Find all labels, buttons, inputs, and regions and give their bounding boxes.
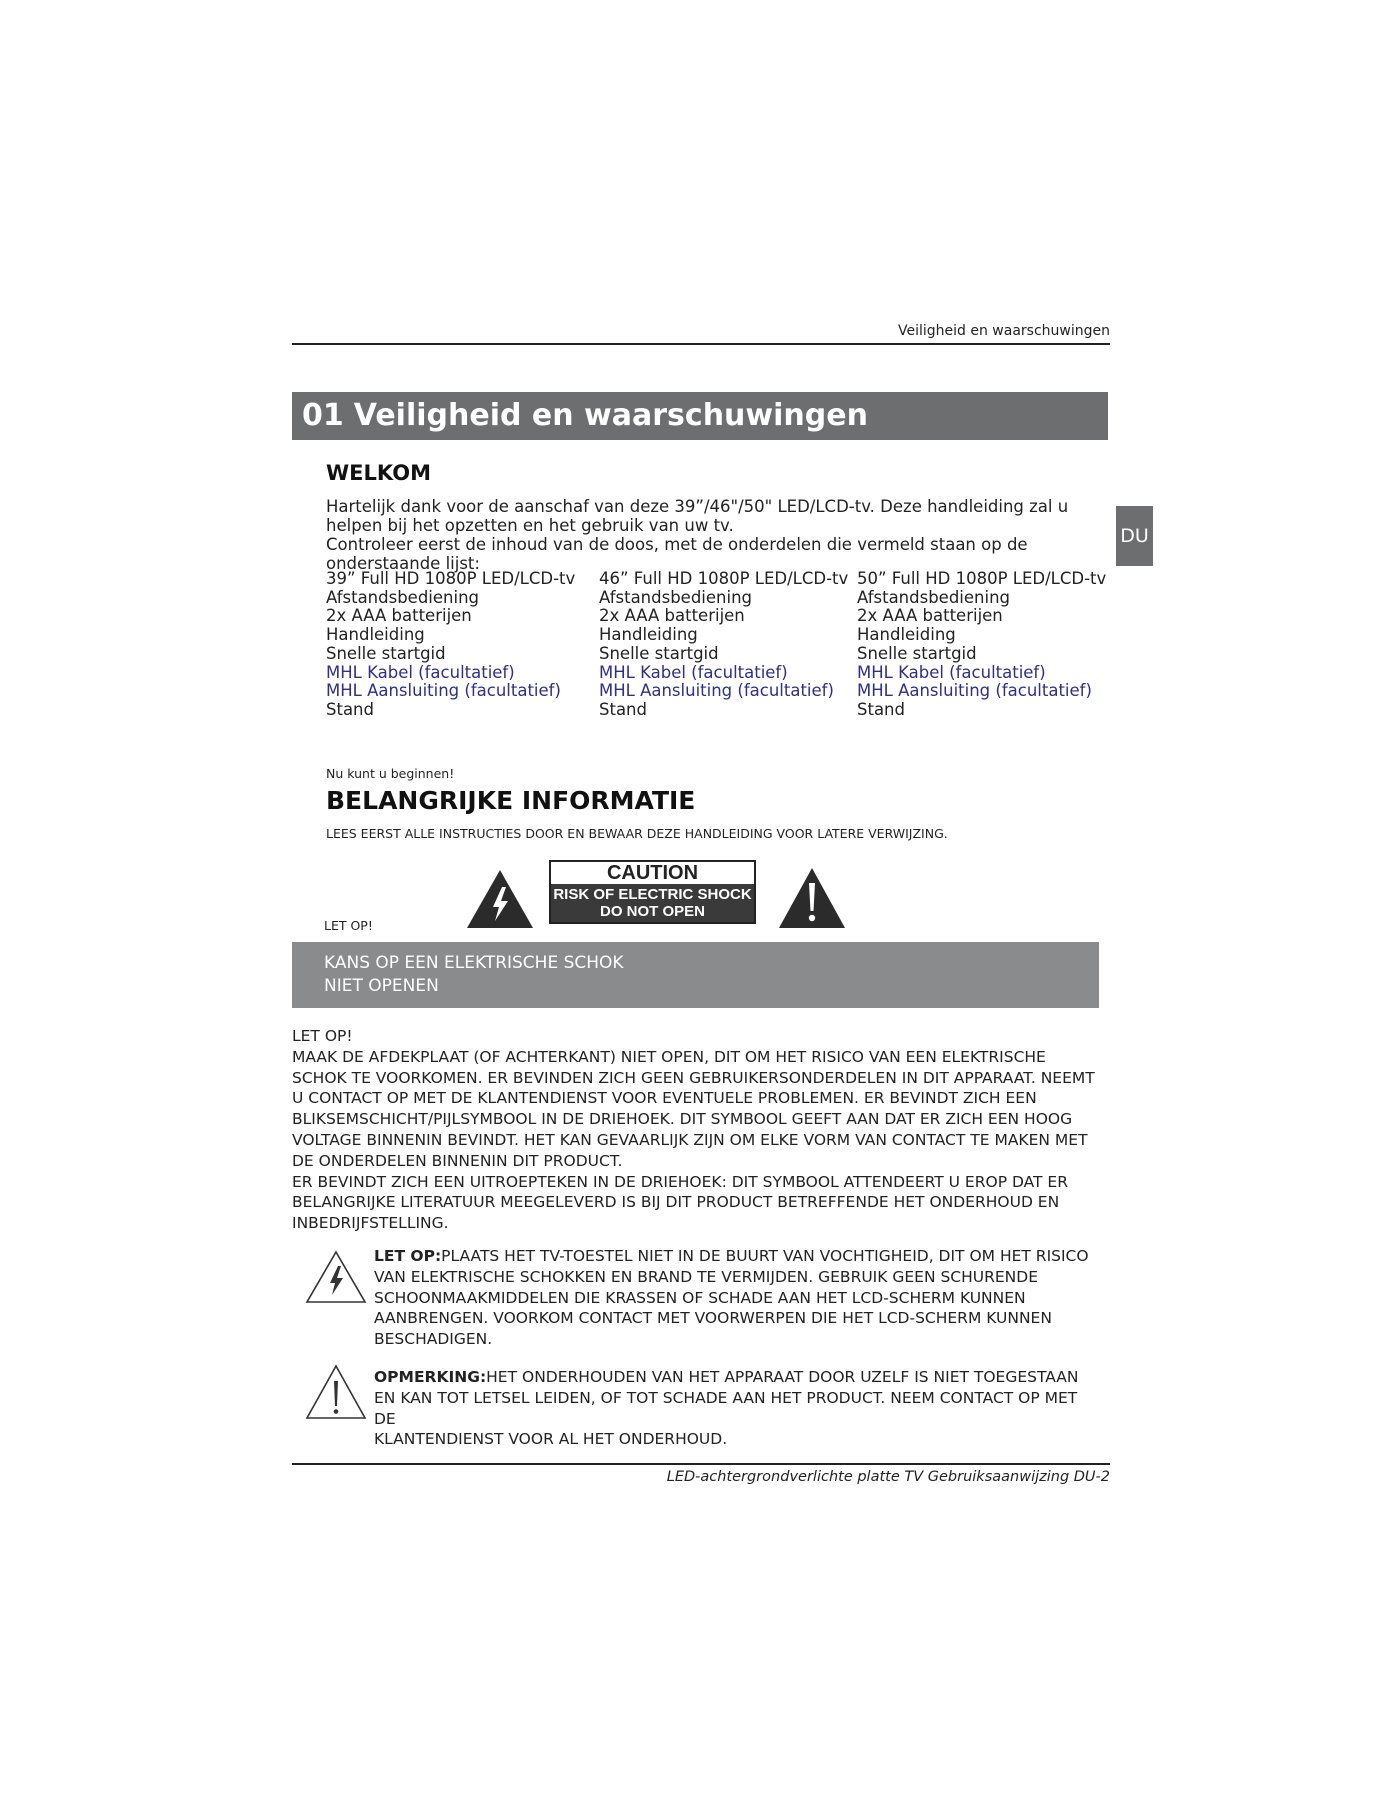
paragraph-line: ER BEVINDT ZICH EEN UITROEPTEKEN IN DE DRIEHOEK: DIT SYMBOOL ATTENDEERT U EROP DAT ER: [292, 1172, 1068, 1191]
warning-line: EN KAN TOT LETSEL LEIDEN, OF TOT SCHADE AAN HET PRODUCT. NEEM CONTACT OP MET DE: [374, 1388, 1078, 1428]
band-line: NIET OPENEN: [324, 976, 439, 996]
list-item: Snelle startgid: [326, 643, 446, 663]
list-item-optional: MHL Aansluiting (facultatief): [599, 681, 834, 701]
caution-paragraph: [292, 1026, 1122, 1234]
list-item: 2x AAA batterijen: [326, 606, 472, 626]
list-item: Snelle startgid: [857, 643, 977, 663]
paragraph-line: BLIKSEMSCHICHT/PIJLSYMBOOL IN DE DRIEHOEK. DIT SYMBOOL GEEFT AAN DAT ER ZICH EEN HOOG: [292, 1110, 1073, 1129]
section-number: 01: [302, 398, 344, 433]
start-text: Nu kunt u beginnen!: [326, 766, 455, 781]
paragraph-line: VOLTAGE BINNENIN BEVINDT. HET KAN GEVAARLIJK ZIJN OM ELKE VORM VAN CONTACT TE MAKEN MET: [292, 1130, 1088, 1149]
warning-line: VAN ELEKTRISCHE SCHOKKEN EN BRAND TE VERMIJDEN. GEBRUIK GEEN SCHURENDE: [374, 1267, 1039, 1286]
lightning-outline-triangle-icon: [305, 1250, 367, 1304]
list-item: Stand: [326, 699, 374, 719]
list-item: Stand: [857, 699, 905, 719]
list-item: 46” Full HD 1080P LED/LCD-tv: [599, 569, 849, 588]
exclamation-triangle-icon: [778, 867, 846, 929]
list-item: Afstandsbediening: [326, 587, 480, 607]
caution-warning: [551, 884, 754, 922]
list-item-optional: MHL Aansluiting (facultatief): [857, 681, 1092, 701]
list-item: Snelle startgid: [599, 643, 719, 663]
language-tab: DU: [1116, 506, 1153, 566]
list-item: Stand: [599, 699, 647, 719]
service-warning: [374, 1367, 1094, 1450]
list-item: 50” Full HD 1080P LED/LCD-tv: [857, 569, 1107, 588]
let-op-label: LET OP!: [324, 918, 373, 933]
important-subtext: LEES EERST ALLE INSTRUCTIES DOOR EN BEWAAR DEZE HANDLEIDING VOOR LATERE VERWIJZING.: [326, 826, 948, 841]
warning-line: AANBRENGEN. VOORKOM CONTACT MET VOORWERPEN DIE HET LCD-SCHERM KUNNEN: [374, 1309, 1052, 1328]
paragraph-line: U CONTACT OP MET DE KLANTENDIENST VOOR EVENTUELE PROBLEMEN. ER BEVINDT ZICH EEN: [292, 1089, 1037, 1108]
list-item: Handleiding: [857, 625, 956, 645]
caution-title: CAUTION: [551, 862, 754, 884]
welcome-heading: WELKOM: [326, 461, 431, 485]
section-title: Veiligheid en waarschuwingen: [353, 398, 868, 433]
running-header: Veiligheid en waarschuwingen: [898, 323, 1110, 339]
warning-line: BESCHADIGEN.: [374, 1330, 493, 1349]
contents-column-46: [599, 570, 848, 720]
exclamation-outline-triangle-icon: [305, 1364, 367, 1420]
paragraph-line: SCHOK TE VOORKOMEN. ER BEVINDEN ZICH GEEN GEBRUIKERSONDERDELEN IN DIT APPARAAT. NEEMT: [292, 1068, 1095, 1087]
list-item-optional: MHL Aansluiting (facultatief): [326, 681, 561, 701]
welcome-paragraph: Controleer eerst de inhoud van de doos, met de onderdelen die vermeld staan op de onderstaande lijst:: [326, 535, 1028, 573]
warning-line: HET ONDERHOUDEN VAN HET APPARAAT DOOR UZELF IS NIET TOEGESTAAN: [486, 1368, 1079, 1386]
paragraph-line: BELANGRIJKE LITERATUUR MEEGELEVERD IS BIJ DIT PRODUCT BETREFFENDE HET ONDERHOUD EN: [292, 1193, 1060, 1212]
warning-label: LET OP:: [374, 1247, 442, 1265]
list-item-optional: MHL Kabel (facultatief): [326, 662, 515, 682]
moisture-warning: [374, 1246, 1094, 1350]
band-line: KANS OP EEN ELEKTRISCHE SCHOK: [324, 953, 624, 973]
footer-rule: [292, 1463, 1110, 1465]
page-footer: LED-achtergrondverlichte platte TV Gebruiksaanwijzing DU-2: [666, 1469, 1110, 1485]
important-heading: BELANGRIJKE INFORMATIE: [326, 786, 696, 815]
shock-warning-band: [292, 942, 1099, 1008]
contents-column-39: [326, 570, 575, 720]
contents-column-50: [857, 570, 1106, 720]
caution-line: DO NOT OPEN: [599, 903, 705, 920]
list-item-optional: MHL Kabel (facultatief): [857, 662, 1046, 682]
list-item: Handleiding: [326, 625, 425, 645]
paragraph-line: MAAK DE AFDEKPLAAT (OF ACHTERKANT) NIET OPEN, DIT OM HET RISICO VAN EEN ELEKTRISCHE: [292, 1047, 1046, 1066]
lightning-triangle-icon: [466, 869, 534, 929]
paragraph-line: LET OP!: [292, 1027, 353, 1045]
header-rule: [292, 343, 1110, 345]
caution-line: RISK OF ELECTRIC SHOCK: [553, 886, 752, 903]
welcome-intro: [326, 497, 1106, 573]
list-item: Afstandsbediening: [599, 587, 753, 607]
paragraph-line: INBEDRIJFSTELLING.: [292, 1214, 449, 1233]
list-item: Afstandsbediening: [857, 587, 1011, 607]
warning-label: OPMERKING:: [374, 1368, 487, 1386]
warning-line: PLAATS HET TV-TOESTEL NIET IN DE BUURT VAN VOCHTIGHEID, DIT OM HET RISICO: [441, 1247, 1089, 1265]
caution-label: [549, 860, 756, 924]
warning-line: KLANTENDIENST VOOR AL HET ONDERHOUD.: [374, 1430, 728, 1449]
paragraph-line: DE ONDERDELEN BINNENIN DIT PRODUCT.: [292, 1151, 623, 1170]
welcome-paragraph: Hartelijk dank voor de aanschaf van deze 39”/46"/50" LED/LCD-tv. Deze handleiding zal u helpen bij het opzetten en het gebruik van uw tv.: [326, 497, 1069, 535]
list-item: 2x AAA batterijen: [857, 606, 1003, 626]
warning-line: SCHOONMAAKMIDDELEN DIE KRASSEN OF SCHADE AAN HET LCD-SCHERM KUNNEN: [374, 1288, 1026, 1307]
list-item: Handleiding: [599, 625, 698, 645]
section-title-bar: [292, 392, 1108, 440]
list-item-optional: MHL Kabel (facultatief): [599, 662, 788, 682]
list-item: 39” Full HD 1080P LED/LCD-tv: [326, 569, 576, 588]
list-item: 2x AAA batterijen: [599, 606, 745, 626]
